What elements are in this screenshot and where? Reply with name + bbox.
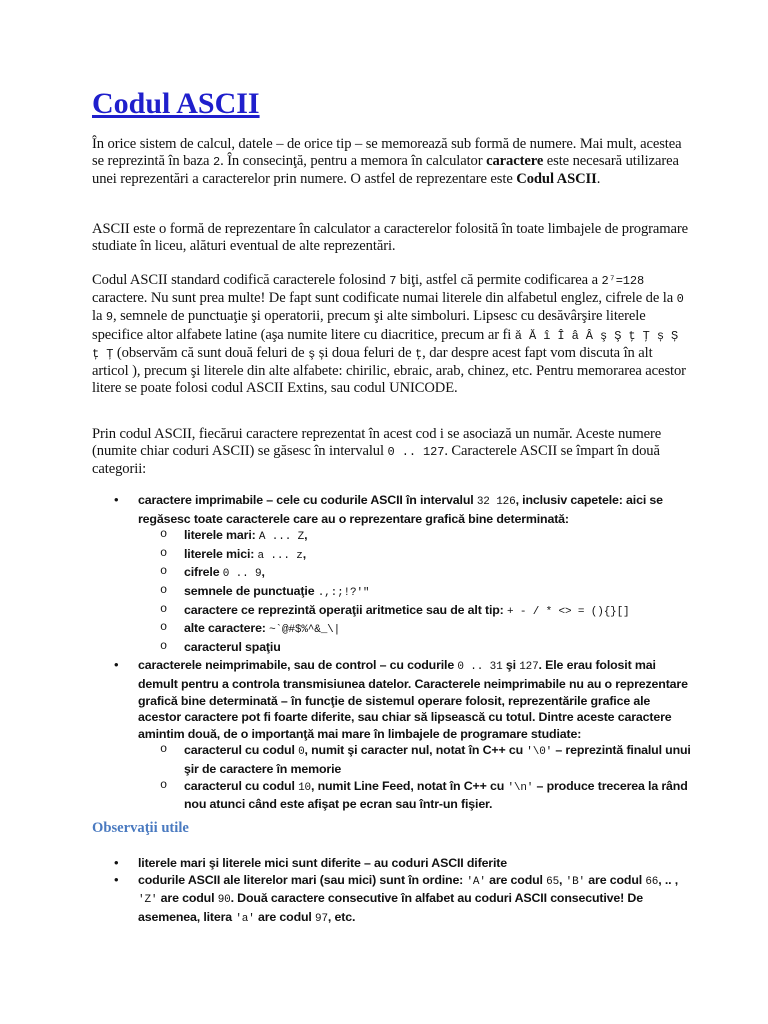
notes-list	[92, 855, 692, 927]
list-item-printable: • caractere imprimabile – cele cu codurile ASCII în intervalul 32 126, inclusiv capetele: aici se regăsesc toate caracterele care au o reprezentare grafică bine determinată: o literele mari: A ... Z, o literele mici: a ... z, o cifrele 0 .. 9, o semnele de punctuaţie .,:;!?'" o caractere ce reprezintă operaţii aritmetice sau de alt tip: + - / * <> = (){}[] o alte caractere: ~`@#$%^&_\| o caracterul spaţiu	[92, 492, 692, 657]
sublist-item: o caracterul cu codul 0, numit şi caracter nul, notat în C++ cu '\0' – reprezintă finalul unui şir de caractere în memorie	[138, 742, 692, 777]
sublist-item: o caracterul spaţiu	[138, 639, 692, 658]
sublist-item: o alte caractere: ~`@#$%^&_\|	[138, 620, 692, 639]
sublist-item: o caracterul cu codul 10, numit Line Feed, notat în C++ cu '\n' – produce trecerea la rând nou atunci când este afişat pe ecran sau într-un fişier.	[138, 778, 692, 813]
sublist-item: o semnele de punctuaţie .,:;!?'"	[138, 583, 692, 602]
sublist-item: o caractere ce reprezintă operaţii aritmetice sau de alt tip: + - / * <> = (){}[]	[138, 602, 692, 621]
paragraph-intro: În orice sistem de calcul, datele – de orice tip – se memorează sub formă de numere. Mai mult, acestea se reprezintă în baza 2. În consecinţă, pentru a memora în calculator caractere este necesară utilizarea unei reprezentări a caracterelor prin numere. O astfel de reprezentare este Codul ASCII.	[92, 136, 682, 188]
paragraph-ascii-definition: ASCII este o formă de reprezentare în calculator a caracterelor folosită în toate limbajele de programare studiate în liceu, alături eventual de alte reprezentări.	[92, 221, 689, 255]
list-item-nonprintable: • caracterele neimprimabile, sau de control – cu codurile 0 .. 31 şi 127. Ele erau folosit mai demult pentru a controla transmisiunea datelor. Caracterele neimprimabile nu au o reprezentare grafică bine determinată – în funcţie de sistemul operare folosit, reprezentările grafice ale acestor caractere pot fi foarte diferite, sau chiar să lipsească cu totul. Dintre aceste caractere amintim două, de o importanţă mai mare în limbajele de programare studiate: o caracterul cu codul 0, numit şi caracter nul, notat în C++ cu '\0' – reprezintă finalul unui şir de caractere în memorie o caracterul cu codul 10, numit Line Feed, notat în C++ cu '\n' – produce trecerea la rând nou atunci când este afişat pe ecran sau într-un fişier.	[92, 657, 692, 812]
sublist-item: o cifrele 0 .. 9,	[138, 564, 692, 583]
paragraph-ascii-categories: Prin codul ASCII, fiecărui caractere reprezentat în acest cod i se asociază un număr. Aceste numere (numite chiar coduri ASCII) se găsesc în intervalul 0 .. 127. Caracterele ASCII se împart în două categorii:	[92, 426, 662, 478]
printable-sublist	[138, 527, 692, 657]
list-item-note: • codurile ASCII ale literelor mari (sau mici) sunt în ordine: 'A' are codul 65, 'B' are codul 66, .. , 'Z' are codul 90. Două caractere consecutive în alfabet au coduri ASCII consecutive! De asemenea, litera 'a' are codul 97, etc.	[92, 872, 692, 928]
nonprintable-sublist	[138, 742, 692, 812]
sublist-item: o literele mici: a ... z,	[138, 546, 692, 565]
list-item-note: • literele mari şi literele mici sunt diferite – au coduri ASCII diferite	[92, 855, 692, 872]
sublist-item: o literele mari: A ... Z,	[138, 527, 692, 546]
page-title[interactable]: Codul ASCII	[92, 87, 260, 120]
section-heading-useful-notes: Observaţii utile	[92, 820, 189, 836]
category-list	[92, 492, 692, 813]
paragraph-ascii-standard: Codul ASCII standard codifică caracterele folosind 7 biţi, astfel că permite codificarea a 2⁷=128 caractere. Nu sunt prea multe! De fapt sunt codificate numai literele din alfabetul englez, cifrele de la 0 la 9, semnele de punctuaţie şi operatorii, precum şi alte simboluri. Lipsesc cu desăvârşire literele specifice altor alfabete latine (aşa numite litere cu diacritice, precum ar fi ă Ă î Î â Â ş Ş ţ Ţ ș Ș ț Ț (observăm că sunt două feluri de ş și doua feluri de ţ, dar despre acest fapt vom discuta în alt articol ), precum şi literele din alte alfabete: chirilic, ebraic, arab, chinez, etc. Pentru memorarea acestor litere se poate folosi codul ASCII Extins, sau codul UNICODE.	[92, 272, 686, 397]
